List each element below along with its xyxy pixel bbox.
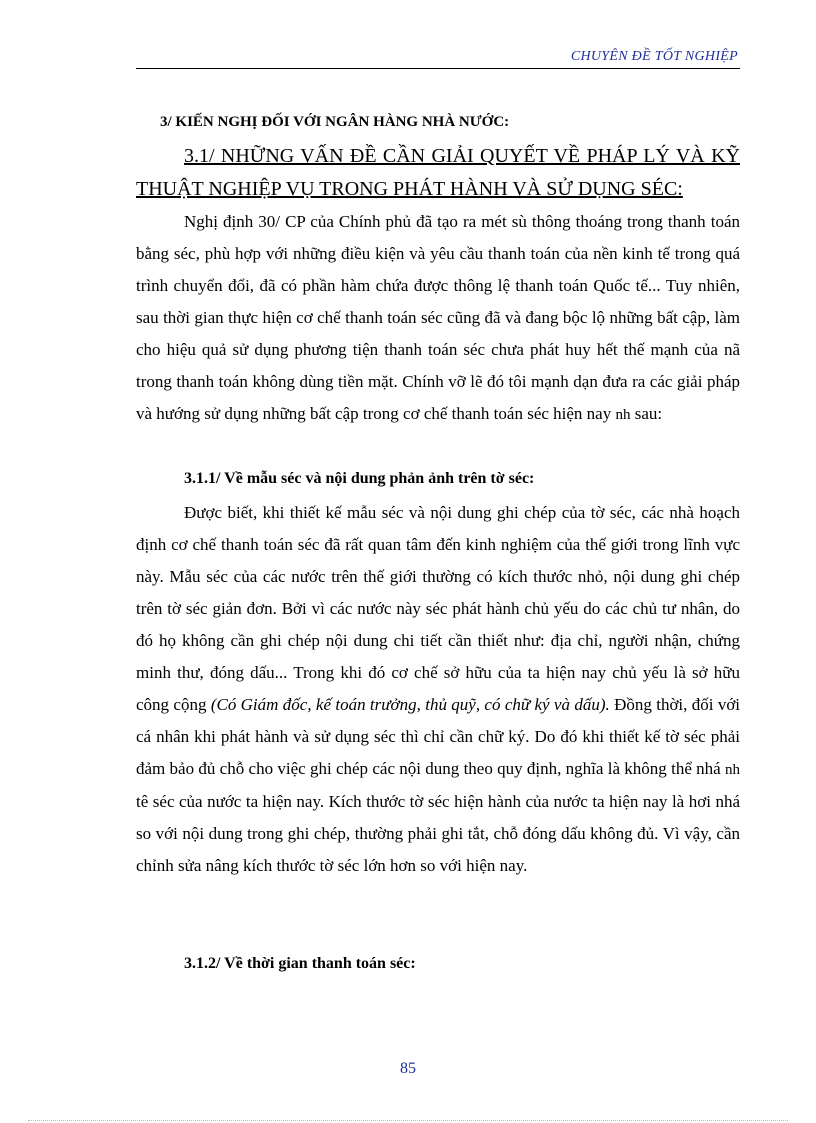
header-divider <box>136 68 740 69</box>
sub1-text-a: Được biết, khi thiết kế mẫu séc và nội dung ghi chép của tờ séc, các nhà hoạch định cơ chế thanh toán séc đã rất quan tâm đến kinh nghiệm của thế giới trong lĩnh vực này. Mẫu séc của các nước trên thế giới thường có kích thước nhỏ, nội dung ghi chép trên tờ séc giản đơn. Bởi vì các nước này séc phát hành chủ yếu do các chủ tư nhân, do đó họ không cần ghi chép nội dung chi tiết cần thiết như: địa chỉ, người nhận, chứng minh thư, đóng dấu... Trong khi đó cơ chế sở hữu của ta hiện nay chủ yếu là sở hữu công cộng <box>136 503 740 714</box>
sub1-paragraph <box>136 497 740 882</box>
sub1-heading: 3.1.1/ Về mẫu séc và nội dung phản ảnh trên tờ séc: <box>184 470 535 487</box>
document-header-title: CHUYÊN ĐỀ TỐT NGHIỆP <box>570 49 738 64</box>
intro-paragraph <box>136 206 740 431</box>
sub1-text-tail: nh <box>725 762 740 778</box>
intro-text: Nghị định 30/ CP của Chính phủ đã tạo ra mét sù thông thoáng trong thanh toán bằng séc, phù hợp với những điều kiện và yêu cầu thanh toán của nền kinh tế trong quá trình chuyển đổi, đã có phần hàm chứa được thông lệ thanh toán Quốc tế... Tuy nhiên, sau thời gian thực hiện cơ chế thanh toán séc cũng đã và đang bộc lộ những bất cập, làm cho hiệu quả sử dụng phương tiện thanh toán séc chưa phát huy hết thế mạnh của nã trong thanh toán không dùng tiền mặt. Chính vỡ lẽ đó tôi mạnh dạn đưa ra các giải pháp và hướng sử dụng những bất cập trong cơ chế thanh toán séc hiện nay <box>136 212 740 423</box>
intro-end: sau: <box>634 404 663 423</box>
page-bottom-border <box>28 1120 788 1121</box>
section-heading: 3/ KIẾN NGHỊ ĐỐI VỚI NGÂN HÀNG NHÀ NƯỚC: <box>160 114 510 130</box>
sub1-text-italic: (Có Giám đốc, kế toán trưởng, thủ quỹ, có chữ ký và dấu). <box>210 695 610 714</box>
sub1-text-c: tê séc của nước ta hiện nay. Kích thước tờ séc hiện hành của nước ta hiện nay là hơi nhá so với nội dung trong ghi chép, thường phải ghi tắt, chỗ đóng dấu không đủ. Vì vậy, cần chỉnh sửa nâng kích thước tờ séc lớn hơn so với hiện nay. <box>136 792 740 875</box>
intro-tail: nh <box>615 407 631 423</box>
sub1-text-b: Đồng thời, đối với cá nhân khi phát hành và sử dụng séc thì chỉ cần chữ ký. Do đó khi thiết kế tờ séc phải đảm bảo đủ chỗ cho việc ghi chép các nội dung theo quy định, nghĩa là không thể nhá <box>136 695 741 778</box>
sub2-heading: 3.1.2/ Về thời gian thanh toán séc: <box>184 955 416 972</box>
page-number: 85 <box>400 1060 416 1077</box>
subsection-heading: 3.1/ NHỮNG VẤN ĐỀ CẦN GIẢI QUYẾT VỀ PHÁP LÝ VÀ KỸ THUẬT NGHIỆP VỤ TRONG PHÁT HÀNH VÀ SỬ DỤNG SÉC: <box>136 145 740 200</box>
